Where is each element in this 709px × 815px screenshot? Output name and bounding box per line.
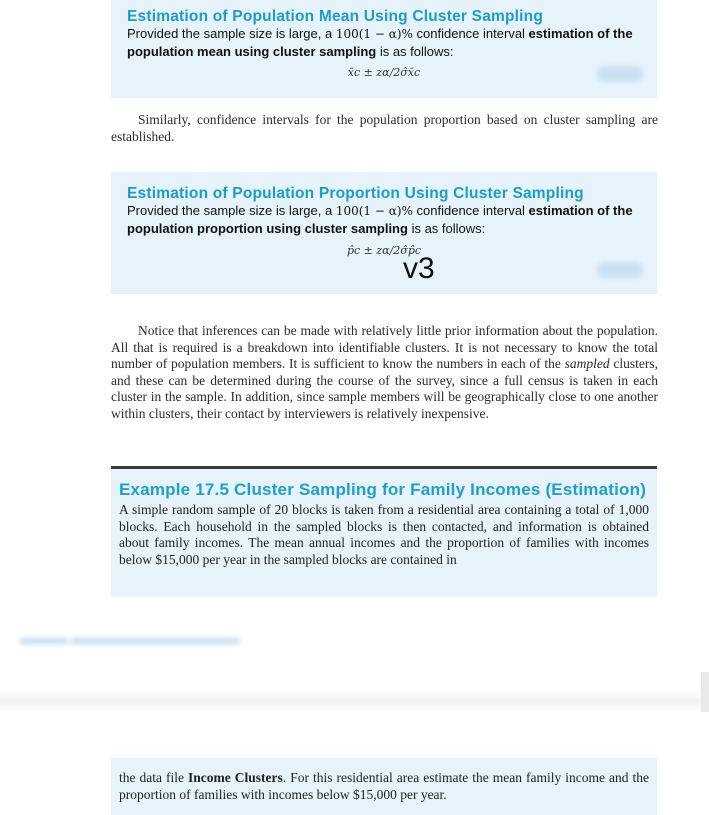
- box-body-mean: Provided the sample size is large, a 100(1 − α)% confidence interval estimation of the population mean using cluster sampling is as follows:: [127, 26, 633, 59]
- example-body: A simple random sample of 20 blocks is taken from a residential area containing a total of 1,000 blocks. Each household in the sampled blocks is then contacted, and information is obtained about family incomes. The mean annual incomes and the proportion of families with incomes below $15,000 per year in the sampled blocks are contained in: [119, 502, 649, 567]
- version-watermark: v3: [403, 252, 435, 285]
- box-body-proportion: Provided the sample size is large, a 100(1 − α)% confidence interval estimation of the population proportion using cluster sampling is as follows:: [127, 203, 633, 236]
- formula-proportion: p̂c ± zα/2σ̂p̂c: [346, 244, 422, 257]
- paragraph-proportion-intro: Similarly, confidence intervals for the population proportion based on cluster sampling are established.: [111, 112, 658, 144]
- example-title: Example 17.5 Cluster Sampling for Family Incomes (Estimation): [119, 480, 647, 499]
- box-title-proportion: Estimation of Population Proportion Using Cluster Sampling: [127, 185, 584, 202]
- page-break: [0, 690, 709, 712]
- example-continuation-body: the data file Income Clusters. For this residential area estimate the mean family income and the proportion of families with incomes below $15,000 per year.: [119, 770, 649, 802]
- page-break-shadow: [701, 672, 709, 712]
- equation-number-blurred: [597, 66, 643, 82]
- cluster-mean-estimation-box: [111, 0, 657, 98]
- cluster-proportion-estimation-box: [111, 172, 657, 294]
- page-footer-blurred: ▬▬▬▬ ▬▬▬▬▬▬▬▬▬▬▬▬▬▬: [20, 632, 240, 646]
- equation-number-blurred: [597, 262, 643, 278]
- paragraph-inferences: Notice that inferences can be made with relatively little prior information about the population. All that is required is a breakdown into identifiable clusters. It is not necessary to know the total number of population members. It is sufficient to know the numbers in each of the sampled clusters, and these can be determined during the course of the survey, since a full census is taken in each cluster in the sample. In addition, since sample members will be geographically close to one another within clusters, their contact by interviewers is relatively inexpensive.: [111, 323, 658, 421]
- box-title-mean: Estimation of Population Mean Using Cluster Sampling: [127, 8, 544, 25]
- formula-mean: x̄c ± zα/2σ̂x̄c: [347, 66, 421, 79]
- example-box: [111, 466, 657, 597]
- example-continuation-box: [111, 758, 657, 815]
